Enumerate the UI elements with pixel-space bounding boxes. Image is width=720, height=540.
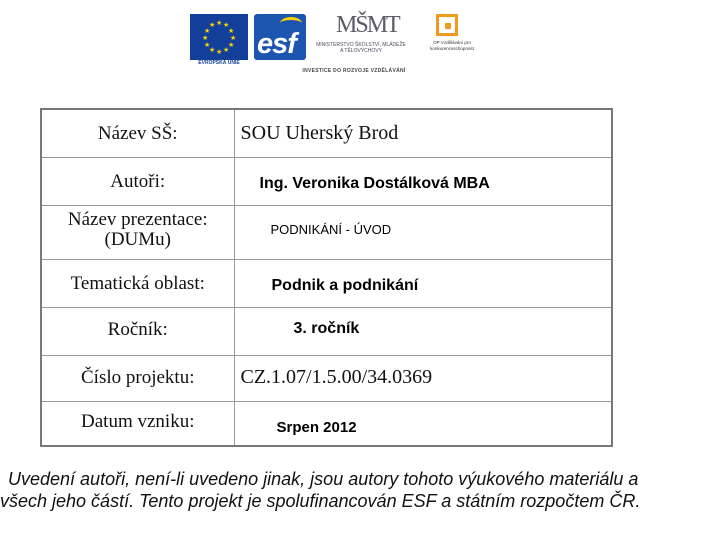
project-value: CZ.1.07/1.5.00/34.0369 [240, 365, 433, 388]
logo-strip-caption: INVESTICE DO ROZVOJE VZDĚLÁVÁNÍ [302, 68, 406, 74]
school-value: SOU Uherský Brod [240, 122, 399, 144]
project-label: Číslo projektu: [81, 366, 195, 388]
year-label: Ročník: [107, 318, 168, 340]
year-value: 3. ročník [293, 319, 360, 337]
msmt-logo [316, 12, 406, 62]
eu-star-icon: ★ [216, 48, 223, 56]
presentation-value: PODNIKÁNÍ - ÚVOD [270, 221, 392, 237]
topic-value: Podnik a podnikání [271, 276, 419, 294]
eu-star-icon: ★ [223, 21, 230, 29]
table-row [41, 307, 612, 355]
date-label: Datum vzniku: [81, 410, 195, 432]
authors-label: Autoři: [110, 170, 166, 192]
table-row [41, 157, 612, 205]
eu-star-icon: ★ [209, 21, 216, 29]
footer-line-1: Uvedení autoři, není-li uvedeno jinak, jsou autory tohoto výukového materiálu a [8, 469, 639, 489]
topic-label: Tematická oblast: [70, 272, 205, 294]
eu-star-icon: ★ [228, 41, 235, 49]
msmt-logo-text: MINISTERSTVO ŠKOLSTVÍ, MLÁDEŽE A TĚLOVÝCHOVY [316, 42, 406, 54]
footer-line-2: všech jeho částí. Tento projekt je spolufinancován ESF a státním rozpočtem ČR. [0, 491, 641, 511]
logo-strip [190, 12, 480, 76]
table-row [41, 259, 612, 307]
school-label: Název SŠ: [97, 123, 178, 144]
msmt-mark: MŠMT [336, 12, 399, 38]
presentation-label: Název prezentace: (DUMu) [67, 208, 208, 250]
eu-star-icon: ★ [204, 27, 211, 35]
info-table [40, 108, 613, 447]
opvk-logo [424, 14, 480, 64]
esf-logo-text: esf [257, 28, 296, 60]
eu-star-icon: ★ [204, 41, 211, 49]
table-row [41, 109, 612, 157]
date-value: Srpen 2012 [276, 418, 357, 436]
eu-star-icon: ★ [223, 46, 230, 54]
table-row [41, 401, 612, 446]
eu-star-icon: ★ [216, 19, 223, 27]
eu-star-icon: ★ [230, 34, 237, 42]
esf-logo [254, 14, 306, 60]
eu-flag-logo [190, 14, 248, 60]
opvk-square-icon [436, 14, 458, 36]
eu-star-icon: ★ [209, 46, 216, 54]
eu-star-icon: ★ [202, 34, 209, 42]
table-row [41, 205, 612, 259]
opvk-logo-text: OP Vzdělávání pro konkurenceschopnost [430, 40, 474, 51]
eu-star-icon: ★ [228, 27, 235, 35]
eu-caption: EVROPSKÁ UNIE [198, 60, 240, 66]
table-row [41, 355, 612, 401]
authors-value: Ing. Veronika Dostálková MBA [259, 174, 490, 192]
